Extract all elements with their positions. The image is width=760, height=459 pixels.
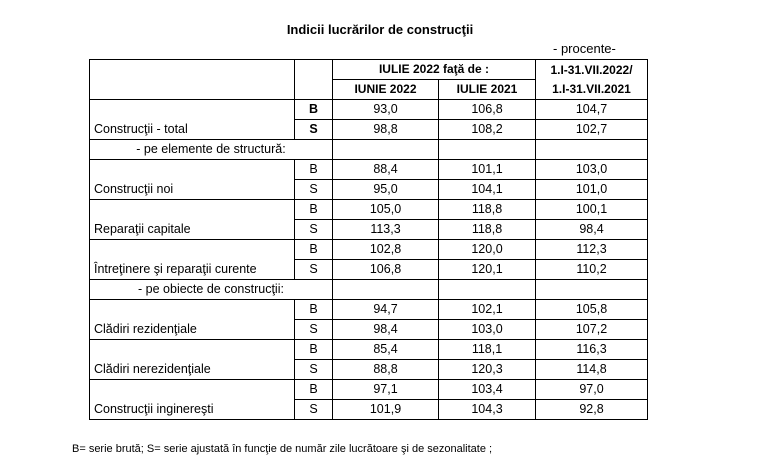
row-label: Clădiri nerezidenţiale: [90, 340, 295, 380]
value-july: 118,8: [439, 200, 536, 220]
value-june: 98,8: [333, 120, 439, 140]
value-july: 102,1: [439, 300, 536, 320]
section-heading: - pe elemente de structură:: [90, 140, 333, 160]
value-june: 95,0: [333, 180, 439, 200]
row-label: Reparaţii capitale: [90, 200, 295, 240]
series-code: S: [295, 180, 333, 200]
series-code: B: [295, 160, 333, 180]
table-row: [90, 240, 648, 260]
header-empty-series: [295, 60, 333, 100]
row-label: Întreţinere şi reparaţii curente: [90, 240, 295, 280]
value-june: 101,9: [333, 400, 439, 420]
empty-cell: [536, 280, 648, 300]
value-july: 118,1: [439, 340, 536, 360]
value-cumulative: 110,2: [536, 260, 648, 280]
series-code: S: [295, 220, 333, 240]
series-code: S: [295, 120, 333, 140]
value-july: 101,1: [439, 160, 536, 180]
value-june: 106,8: [333, 260, 439, 280]
table-row: [90, 200, 648, 220]
series-code: B: [295, 200, 333, 220]
value-cumulative: 101,0: [536, 180, 648, 200]
value-june: 98,4: [333, 320, 439, 340]
value-june: 113,3: [333, 220, 439, 240]
value-cumulative: 100,1: [536, 200, 648, 220]
value-cumulative: 97,0: [536, 380, 648, 400]
table-row: [90, 380, 648, 400]
empty-cell: [536, 140, 648, 160]
value-cumulative: 114,8: [536, 360, 648, 380]
value-july: 118,8: [439, 220, 536, 240]
empty-cell: [439, 280, 536, 300]
series-code: S: [295, 320, 333, 340]
value-june: 105,0: [333, 200, 439, 220]
value-june: 97,1: [333, 380, 439, 400]
value-cumulative: 102,7: [536, 120, 648, 140]
section-row: [90, 140, 648, 160]
section-heading: - pe obiecte de construcţii:: [90, 280, 333, 300]
value-july: 106,8: [439, 100, 536, 120]
value-cumulative: 116,3: [536, 340, 648, 360]
value-june: 94,7: [333, 300, 439, 320]
unit-label: - procente-: [553, 41, 616, 56]
value-july: 104,3: [439, 400, 536, 420]
header-july: IULIE 2021: [439, 80, 536, 100]
header-cumulative-line2: 1.I-31.VII.2021: [552, 81, 631, 96]
value-july: 120,0: [439, 240, 536, 260]
value-july: 103,4: [439, 380, 536, 400]
table-row: [90, 300, 648, 320]
row-label: Construcţii noi: [90, 160, 295, 200]
table-row: [90, 340, 648, 360]
value-cumulative: 103,0: [536, 160, 648, 180]
value-june: 88,8: [333, 360, 439, 380]
row-label: Construcţii inginereşti: [90, 380, 295, 420]
value-cumulative: 112,3: [536, 240, 648, 260]
table-title: Indicii lucrărilor de construcţii: [286, 22, 474, 37]
header-empty-label: [90, 60, 295, 100]
header-cumulative-line1: 1.I-31.VII.2022/: [550, 62, 633, 77]
value-cumulative: 98,4: [536, 220, 648, 240]
empty-cell: [333, 280, 439, 300]
value-cumulative: 107,2: [536, 320, 648, 340]
series-code: B: [295, 340, 333, 360]
empty-cell: [333, 140, 439, 160]
header-june: IUNIE 2022: [333, 80, 439, 100]
series-code: B: [295, 300, 333, 320]
section-row: [90, 280, 648, 300]
series-code: S: [295, 400, 333, 420]
footnote: B= serie brută; S= serie ajustată în funcţie de număr zile lucrătoare şi de sezonalitate ;: [72, 443, 493, 455]
row-label: Clădiri rezidenţiale: [90, 300, 295, 340]
value-cumulative: 105,8: [536, 300, 648, 320]
value-july: 120,3: [439, 360, 536, 380]
empty-cell: [439, 140, 536, 160]
series-code: B: [295, 380, 333, 400]
value-july: 120,1: [439, 260, 536, 280]
value-july: 103,0: [439, 320, 536, 340]
series-code: B: [295, 100, 333, 120]
indices-table: [89, 59, 648, 420]
value-cumulative: 92,8: [536, 400, 648, 420]
value-june: 102,8: [333, 240, 439, 260]
value-june: 88,4: [333, 160, 439, 180]
series-code: B: [295, 240, 333, 260]
series-code: S: [295, 260, 333, 280]
header-cumulative: [536, 60, 648, 100]
value-cumulative: 104,7: [536, 100, 648, 120]
row-label: Construcţii - total: [90, 100, 295, 140]
series-code: S: [295, 360, 333, 380]
value-july: 104,1: [439, 180, 536, 200]
value-june: 93,0: [333, 100, 439, 120]
value-june: 85,4: [333, 340, 439, 360]
table-row: [90, 100, 648, 120]
value-july: 108,2: [439, 120, 536, 140]
table-row: [90, 160, 648, 180]
header-group: IULIE 2022 faţă de :: [333, 60, 536, 80]
